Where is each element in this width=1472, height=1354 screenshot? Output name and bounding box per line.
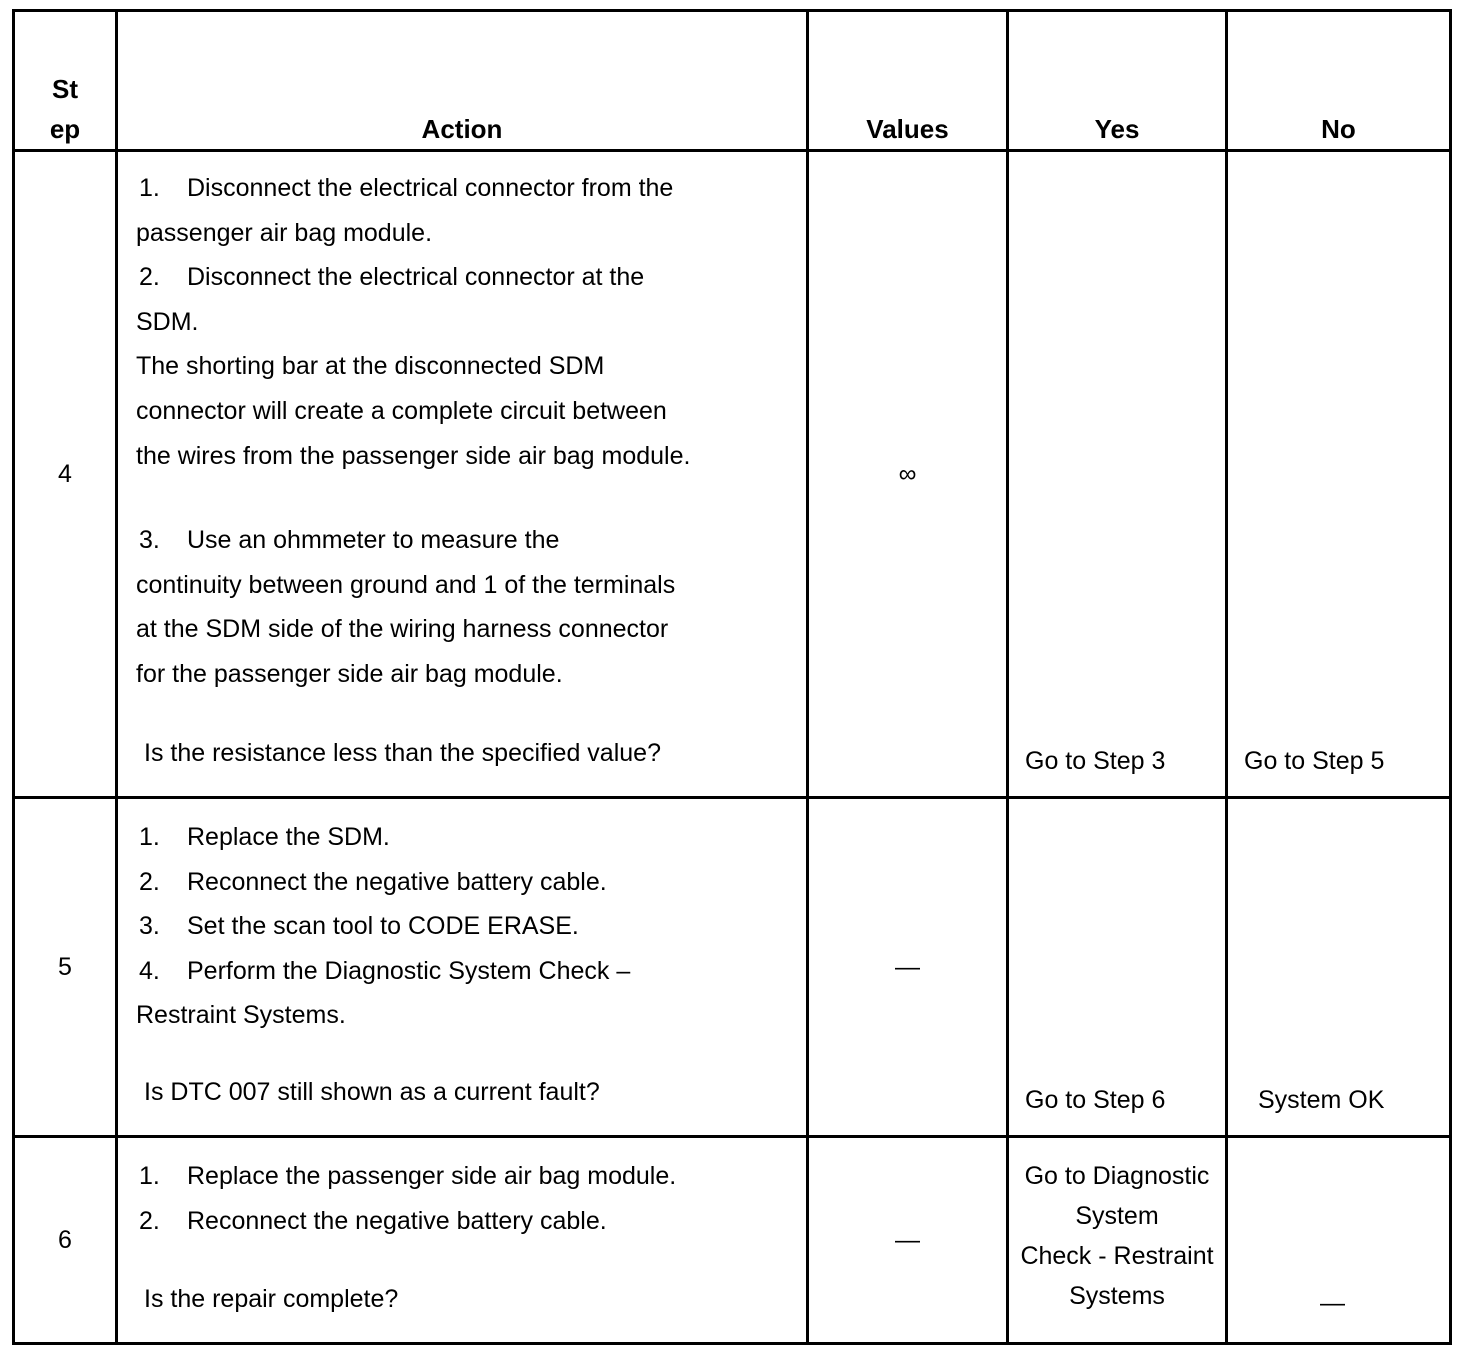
value-cell (808, 151, 1008, 798)
no-answer: System OK (1258, 1086, 1385, 1114)
action-line: The shorting bar at the disconnected SDM (136, 352, 605, 381)
step-number: 6 (14, 1137, 117, 1344)
yes-answer: Go to Step 3 (1025, 747, 1166, 775)
question-text: Is the resistance less than the specified value? (144, 739, 661, 768)
action-line: passenger air bag module. (136, 218, 433, 247)
header-values: Values (808, 11, 1008, 151)
action-line: 2. Reconnect the negative battery cable. (139, 1206, 607, 1235)
header-step: St ep (14, 11, 117, 151)
yes-answer-line: System (1075, 1202, 1159, 1230)
action-line: 1. Replace the SDM. (139, 823, 390, 851)
header-yes: Yes (1008, 11, 1227, 151)
yes-answer: Go to Step 6 (1025, 1086, 1166, 1114)
action-line: 1. Replace the passenger side air bag module. (139, 1162, 677, 1190)
question-text: Is DTC 007 still shown as a current fault? (144, 1078, 600, 1107)
action-line: at the SDM side of the wiring harness connector (136, 615, 669, 644)
header-no: No (1227, 11, 1451, 151)
header-action: Action (117, 11, 808, 151)
action-line: 2. Disconnect the electrical connector at the (139, 263, 645, 292)
yes-cell (1008, 798, 1227, 1137)
action-line: 2. Reconnect the negative battery cable. (139, 867, 607, 896)
yes-answer-line: Systems (1069, 1282, 1165, 1310)
action-cell (117, 798, 808, 1137)
table-row (14, 151, 1451, 798)
header-row (14, 11, 1451, 151)
no-answer: Go to Step 5 (1244, 747, 1385, 775)
diagnostic-table (12, 9, 1452, 1345)
yes-answer-line: Go to Diagnostic (1024, 1162, 1210, 1190)
step-number: 5 (14, 798, 117, 1137)
action-line: for the passenger side air bag module. (136, 659, 563, 688)
action-cell (117, 1137, 808, 1344)
action-line: 3. Use an ohmmeter to measure the (139, 526, 560, 555)
dash-value: — (895, 952, 920, 981)
infinity-symbol: ∞ (898, 459, 917, 488)
yes-answer-line: Check - Restraint (1020, 1242, 1214, 1270)
action-line: 3. Set the scan tool to CODE ERASE. (139, 912, 579, 941)
action-line: SDM. (136, 307, 199, 336)
value-cell (808, 798, 1008, 1137)
action-line: Restraint Systems. (136, 1001, 346, 1030)
action-line: 4. Perform the Diagnostic System Check – (139, 956, 631, 985)
no-cell (1227, 798, 1451, 1137)
action-cell (117, 151, 808, 798)
table-row (14, 798, 1451, 1137)
value-cell (808, 1137, 1008, 1344)
yes-cell (1008, 151, 1227, 798)
table-row (14, 1137, 1451, 1344)
no-cell (1227, 151, 1451, 798)
yes-cell (1008, 1137, 1227, 1344)
action-line: the wires from the passenger side air bag module. (136, 441, 691, 470)
action-line: 1. Disconnect the electrical connector from the (139, 174, 674, 202)
question-text: Is the repair complete? (144, 1285, 399, 1314)
action-line: connector will create a complete circuit between (136, 396, 667, 425)
dash-value: — (895, 1225, 920, 1254)
no-cell (1227, 1137, 1451, 1344)
dash-value: — (1320, 1289, 1345, 1317)
step-number: 4 (14, 151, 117, 798)
action-line: continuity between ground and 1 of the terminals (136, 570, 676, 599)
